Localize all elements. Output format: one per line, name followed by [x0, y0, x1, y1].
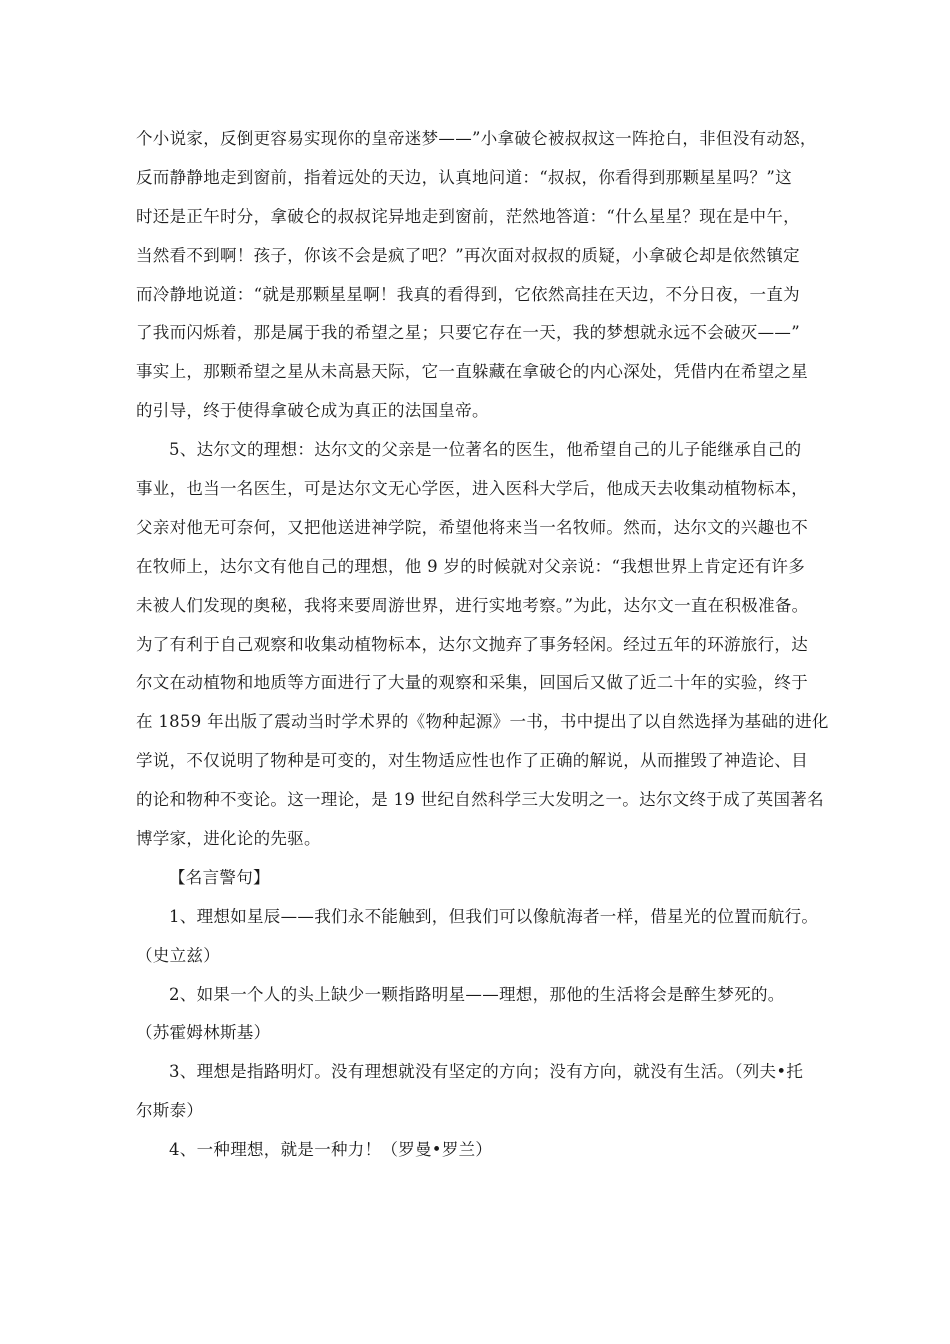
- text-line: 的引导，终于使得拿破仑成为真正的法国皇帝。: [136, 401, 489, 421]
- text-line: 为了有利于自己观察和收集动植物标本，达尔文抛弃了事务轻闲。经过五年的环游旅行，达: [136, 634, 808, 654]
- text-line: 【名言警句】: [169, 867, 270, 887]
- text-line: 个小说家，反倒更容易实现你的皇帝迷梦——”小拿破仑被叔叔这一阵抢白，非但没有动怒，: [136, 129, 817, 148]
- text-line: 3、理想是指路明灯。没有理想就没有坚定的方向；没有方向，就没有生活。（列夫•托: [169, 1062, 804, 1082]
- text-line: 4、一种理想，就是一种力！（罗曼•罗兰）: [169, 1140, 493, 1160]
- text-line: 反而静静地走到窗前，指着远处的天边，认真地问道：“叔叔，你看得到那颗星星吗？”这: [136, 167, 792, 187]
- text-line: 在牧师上，达尔文有他自己的理想，他 9 岁的时候就对父亲说：“我想世界上肯定还有许多: [136, 556, 806, 576]
- document-body: [136, 120, 829, 1170]
- text-line: 事业，也当一名医生，可是达尔文无心学医，进入医科大学后，他成天去收集动植物标本，: [136, 479, 808, 499]
- text-line: 5、达尔文的理想：达尔文的父亲是一位著名的医生，他希望自己的儿子能继承自己的: [169, 440, 802, 460]
- text-line: 2、如果一个人的头上缺少一颗指路明星——理想，那他的生活将会是醉生梦死的。: [169, 984, 785, 1004]
- text-line: 1、理想如星辰——我们永不能触到，但我们可以像航海者一样，借星光的位置而航行。: [169, 906, 819, 926]
- text-line: 父亲对他无可奈何，又把他送进神学院，希望他将来当一名牧师。然而，达尔文的兴趣也不: [136, 517, 808, 537]
- text-line: 的论和物种不变论。这一理论，是 19 世纪自然科学三大发明之一。达尔文终于成了英国著名: [136, 790, 824, 810]
- text-line: 尔斯泰）: [136, 1101, 204, 1121]
- text-line: 而冷静地说道：“就是那颗星星啊！我真的看得到，它依然高挂在天边，不分日夜，一直为: [136, 284, 800, 304]
- text-line: 尔文在动植物和地质等方面进行了大量的观察和采集，回国后又做了近二十年的实验，终于: [136, 673, 808, 693]
- text-line: 当然看不到啊！孩子，你该不会是疯了吧？”再次面对叔叔的质疑，小拿破仑却是依然镇定: [136, 245, 800, 265]
- text-line: （史立兹）: [136, 945, 220, 965]
- text-line: 学说，不仅说明了物种是可变的，对生物适应性也作了正确的解说，从而摧毁了神造论、目: [136, 751, 808, 771]
- text-line: 事实上，那颗希望之星从未高悬天际，它一直躲藏在拿破仑的内心深处，凭借内在希望之星: [136, 362, 808, 382]
- text-line: 时还是正午时分，拿破仑的叔叔诧异地走到窗前，茫然地答道：“什么星星？现在是中午，: [136, 206, 800, 226]
- text-line: 了我而闪烁着，那是属于我的希望之星；只要它存在一天，我的梦想就永远不会破灭——”: [136, 323, 800, 343]
- text-line: （苏霍姆林斯基）: [136, 1023, 271, 1043]
- text-line: 在 1859 年出版了震动当时学术界的《物种起源》一书，书中提出了以自然选择为基础的进化: [136, 712, 829, 732]
- text-line: 未被人们发现的奥秘，我将来要周游世界，进行实地考察。”为此，达尔文一直在积极准备。: [136, 595, 809, 615]
- text-line: 博学家，进化论的先驱。: [136, 829, 321, 849]
